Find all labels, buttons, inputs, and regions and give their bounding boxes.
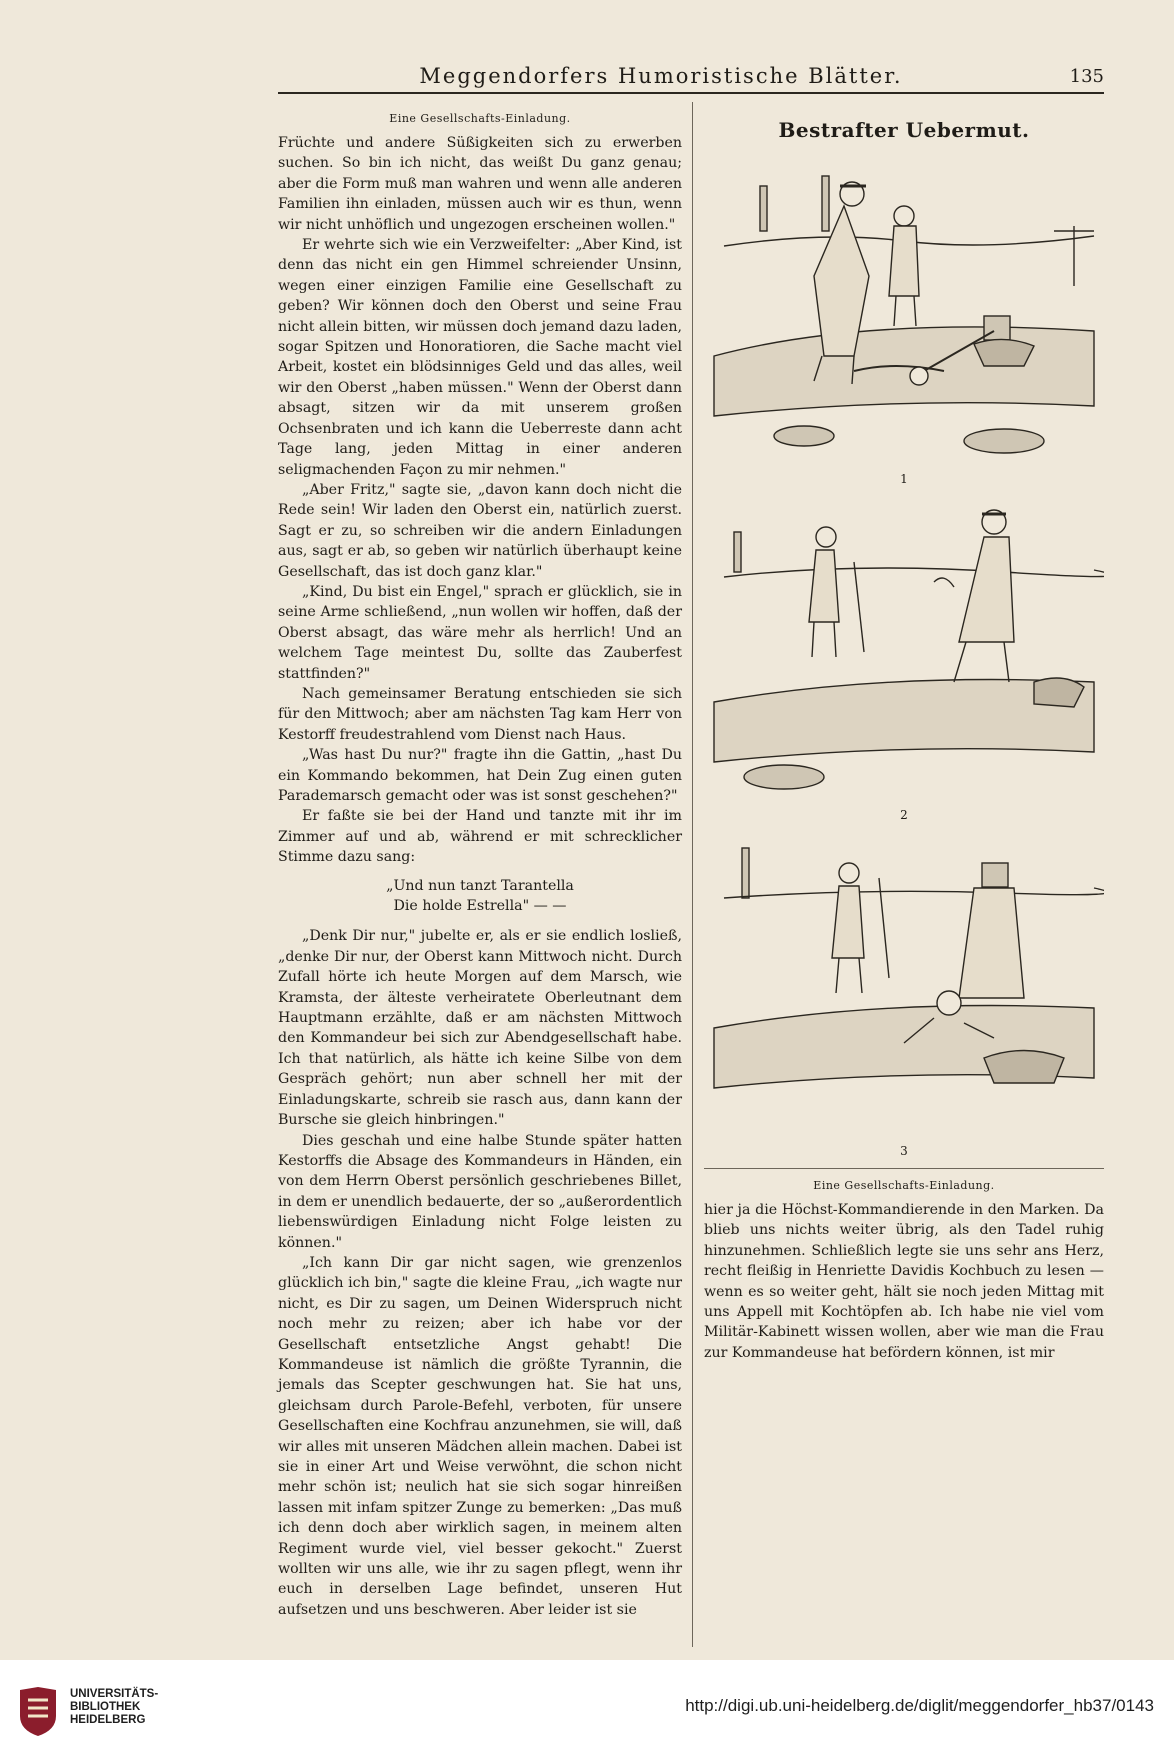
cartoon-title: Bestrafter Uebermut. [778, 118, 1030, 142]
source-url[interactable]: http://digi.ub.uni-heidelberg.de/diglit/meggendorfer_hb37/0143 [685, 1696, 1154, 1715]
section-rule [704, 1168, 1104, 1169]
paragraph: „Was hast Du nur?" fragte ihn die Gattin, „hast Du ein Kommando bekommen, hat Dein Zug einen guten Parademarsch gemacht oder was ist sonst geschehen?" [278, 747, 682, 804]
library-logo-icon [16, 1686, 60, 1738]
library-name-line: HEIDELBERG [70, 1714, 146, 1726]
library-name-line: UNIVERSITÄTS- [70, 1688, 159, 1700]
story-subhead: Eine Gesellschafts-Einladung. [813, 1179, 995, 1192]
publication-title: Meggendorfers Humoristische Blätter. [419, 64, 903, 88]
paragraph: hier ja die Höchst-Kommandierende in den Marken. Da blieb uns nichts weiter übrig, als den Tadel ruhig hinzunehmen. Schließlich legte sie uns sehr ans Herz, recht fleißig in Henriette Davidis Kochbuch zu lesen — wenn es so weiter geht, hält sie noch jeden Mittag mit uns Appell mit Kochtöpfen ab. Ich habe nie viel vom Militär-Kabinett wissen wollen, aber wie man die Frau zur Kommandeuse hat befördern können, ist mir [704, 1202, 1104, 1361]
paragraph: „Kind, Du bist ein Engel," sprach er glücklich, sie in seine Arme schließend, „nun wollen wir hoffen, daß der Oberst absagt, das wäre mehr als herrlich! Und an welchem Tage meintest Du, sollte das Zauberfest stattfinden?" [278, 583, 682, 682]
panel-number: 2 [900, 808, 908, 822]
paragraph: Nach gemeinsamer Beratung entschieden sie sich für den Mittwoch; aber am nächsten Tag kam Herr von Kestorff freudestrahlend vom Dienst nach Haus. [278, 685, 682, 743]
paragraph: „Ich kann Dir gar nicht sagen, wie grenzenlos glücklich ich bin," sagte die kleine Frau, „ich wagte nur nicht, es Dir zu sagen, um Deinen Widerspruch nicht noch mehr zu reizen; aber ich habe vor der Gesellschaft entsetzliche Angst gehabt! Die Kommandeuse ist nämlich die größte Tyrannin, die jemals das Scepter geschwungen hat. Sie hat uns, gleichsam durch Parole-Befehl, verboten, für unsere Gesellschaften eine Kochfrau anzunehmen, sie will, daß wir alles mit unseren Mädchen allein machen. Dabei ist sie in einer Art und Weise verwöhnt, die schon nicht mehr schön ist; neulich hat sie sich sogar hinreißen lassen mit infam spitzer Zunge zu bemerken: „Das muß ich denn doch aber wirklich sagen, in meinem alten Regiment wurde viel, viel besser gekocht." Zuerst wollten wir uns alle, wie ihr zu sagen pflegt, wenn ihr euch in derselben Lage befindet, unseren Hut aufsetzen und uns beschweren. Aber leider ist sie [278, 1254, 682, 1618]
left-column [278, 112, 682, 1620]
library-name-line: BIBLIOTHEK [70, 1701, 141, 1713]
paragraph: Er faßte sie bei der Hand und tanzte mit ihr im Zimmer auf und ab, während er mit schrecklicher Stimme dazu sang: [278, 808, 682, 866]
paragraph: „Denk Dir nur," jubelte er, als er sie endlich losließ, „denke Dir nur, der Oberst kann Mittwoch nicht. Durch Zufall hörte ich heute Morgen auf dem Marsch, wie Kramsta, der älteste verheiratete Oberleutnant dem Hauptmann erzählte, daß er am nächsten Mittwoch den Kommandeur bei sich zur Abendgesellschaft habe. Ich that natürlich, als hätte ich keine Silbe von dem Gespräch gehört; nun aber schnell her mit der Einladungskarte, schreib sie rasch aus, dann kann der Bursche sie gleich hinbringen." [278, 928, 682, 1129]
cartoon-panel-2 [704, 492, 1104, 822]
library-name [70, 1688, 158, 1727]
panel-number: 3 [900, 1144, 908, 1158]
digitization-footer [0, 1660, 1174, 1763]
cartoon-panel-1 [704, 156, 1104, 486]
verse-line: Die holde Estrella" — — [393, 898, 567, 915]
right-column [704, 112, 1104, 1363]
paragraph: Dies geschah und eine halbe Stunde später hatten Kestorffs die Absage des Kommandeurs in Händen, ein von dem Herrn Oberst persönlich geschriebenes Billet, in dem er unendlich bedauerte, der so „außerordentlich liebenswürdigen Einladung nicht Folge leisten zu können." [278, 1132, 682, 1251]
paragraph: Er wehrte sich wie ein Verzweifelter: „Aber Kind, ist denn das nicht ein gen Himmel schreiender Unsinn, wegen einer einzigen Familie eine Gesellschaft zu geben? Wir können doch den Oberst und seine Frau nicht allein bitten, wir müssen doch jemand dazu laden, sogar Spitzen und Honoratioren, die Sache macht viel Arbeit, kostet ein blödsinniges Geld und das alles, weil wir den Oberst „haben müssen." Wenn der Oberst dann absagt, sitzen wir da mit unserem großen Ochsenbraten und ich kann die Ueberreste dann acht Tage lang, jeden Mittag in einer anderen seligmachenden Façon zu mir nehmen." [278, 237, 682, 478]
panel-number: 1 [900, 472, 908, 486]
verse-line: „Und nun tanzt Tarantella [386, 877, 574, 894]
page-number: 135 [1069, 66, 1104, 87]
running-head [278, 62, 1104, 94]
cartoon-panel-3 [704, 828, 1104, 1158]
paragraph: „Aber Fritz," sagte sie, „davon kann doch nicht die Rede sein! Wir laden den Oberst ein, natürlich zuerst. Sagt er zu, so schreiben wir die andern Einladungen aus, sagt er ab, so geben wir natürlich überhaupt keine Gesellschaft, das ist doch ganz klar." [278, 481, 682, 580]
paragraph: Früchte und andere Süßigkeiten sich zu erwerben suchen. So bin ich nicht, das weißt Du ganz genau; aber die Form muß man wahren und wenn alle anderen Familien ihn einladen, müssen auch wir es thun, wenn wir nicht unhöflich und ungezogen erscheinen wollen." [278, 135, 682, 233]
cartoon-illustration [704, 828, 1104, 1158]
column-divider [692, 102, 693, 1647]
story-subhead: Eine Gesellschafts-Einladung. [389, 112, 571, 125]
cartoon-illustration [704, 156, 1104, 486]
song-verse [278, 876, 682, 917]
cartoon-illustration [704, 492, 1104, 822]
